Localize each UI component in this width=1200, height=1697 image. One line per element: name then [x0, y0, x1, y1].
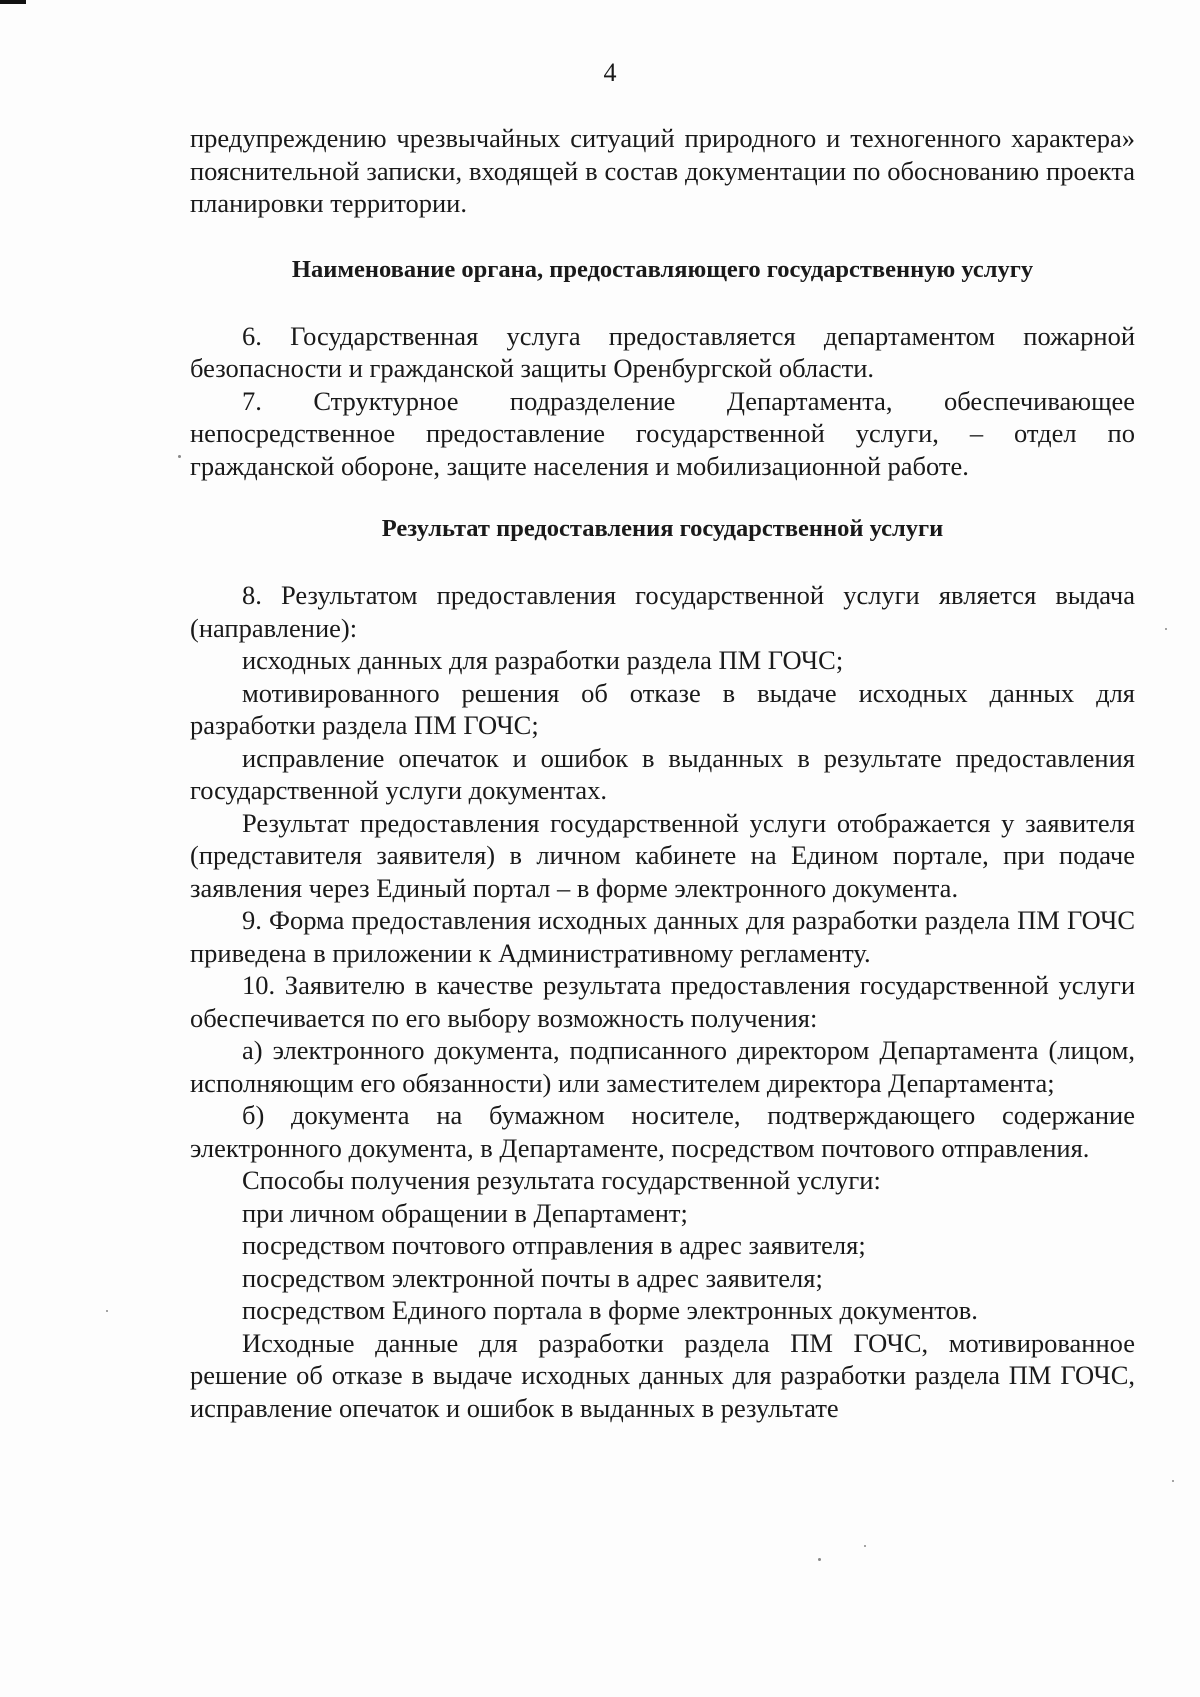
scan-speck: [106, 1310, 108, 1312]
method-4: посредством Единого портала в форме электронных документов.: [242, 1295, 978, 1325]
scan-corner-mark: [0, 0, 26, 4]
paragraph-8-item-1: исходных данных для разработки раздела ПМ ГОЧС;: [242, 645, 844, 675]
intro-paragraph: предупреждению чрезвычайных ситуаций природного и техногенного характера» пояснительной записки, входящей в состав документации по обоснованию проекта планировки территории.: [190, 123, 1135, 218]
scan-speck: [178, 455, 181, 458]
paragraph-10: 10. Заявителю в качестве результата предоставления государственной услуги обеспечивается по его выбору возможность получения:: [190, 970, 1135, 1033]
paragraph-8-item-3: исправление опечаток и ошибок в выданных в результате предоставления государственной услуги документах.: [190, 742, 1135, 805]
page-number: 4: [603, 58, 617, 87]
document-body: [190, 122, 1135, 1424]
scan-speck: [1172, 1480, 1174, 1482]
paragraph-10-a: а) электронного документа, подписанного директором Департамента (лицом, исполняющим его обязанности) или заместителем директора Департамента;: [190, 1035, 1135, 1098]
method-1: при личном обращении в Департамент;: [242, 1197, 688, 1228]
paragraph-6: 6. Государственная услуга предоставляется департаментом пожарной безопасности и гражданской защиты Оренбургской области.: [190, 320, 1135, 383]
methods-title: Способы получения результата государственной услуги:: [242, 1165, 881, 1195]
paragraph-8-display: Результат предоставления государственной услуги отображается у заявителя (представителя заявителя) в личном кабинете на Едином портале, при подаче заявления через Единый портал – в форме электронного документа.: [190, 807, 1135, 903]
method-3: посредством электронной почты в адрес заявителя;: [242, 1262, 823, 1293]
scan-speck: [818, 1558, 821, 1561]
scan-speck: [1165, 628, 1167, 630]
paragraph-10-b: б) документа на бумажном носителе, подтверждающего содержание электронного документа, в Департаменте, посредством почтового отправления.: [190, 1100, 1135, 1163]
section-heading-result: Результат предоставления государственной услуги: [381, 515, 944, 542]
scan-speck: [864, 1545, 866, 1547]
paragraph-9: 9. Форма предоставления исходных данных для разработки раздела ПМ ГОЧС приведена в приложении к Административному регламенту.: [190, 905, 1135, 968]
method-2: посредством почтового отправления в адрес заявителя;: [242, 1230, 866, 1260]
paragraph-7: 7. Структурное подразделение Департамента, обеспечивающее непосредственное предоставление государственной услуги, – отдел по гражданской обороне, защите населения и мобилизационной работе.: [190, 385, 1135, 481]
section-heading-authority: Наименование органа, предоставляющего государственную услугу: [291, 255, 1034, 283]
paragraph-8-item-2: мотивированного решения об отказе в выдаче исходных данных для разработки раздела ПМ ГОЧС;: [190, 677, 1135, 740]
paragraph-8: 8. Результатом предоставления государственной услуги является выдача (направление):: [190, 580, 1135, 643]
closing-paragraph: Исходные данные для разработки раздела ПМ ГОЧС, мотивированное решение об отказе в выдаче исходных данных для разработки раздела ПМ ГОЧС, исправление опечаток и ошибок в выданных в результате: [190, 1327, 1135, 1423]
